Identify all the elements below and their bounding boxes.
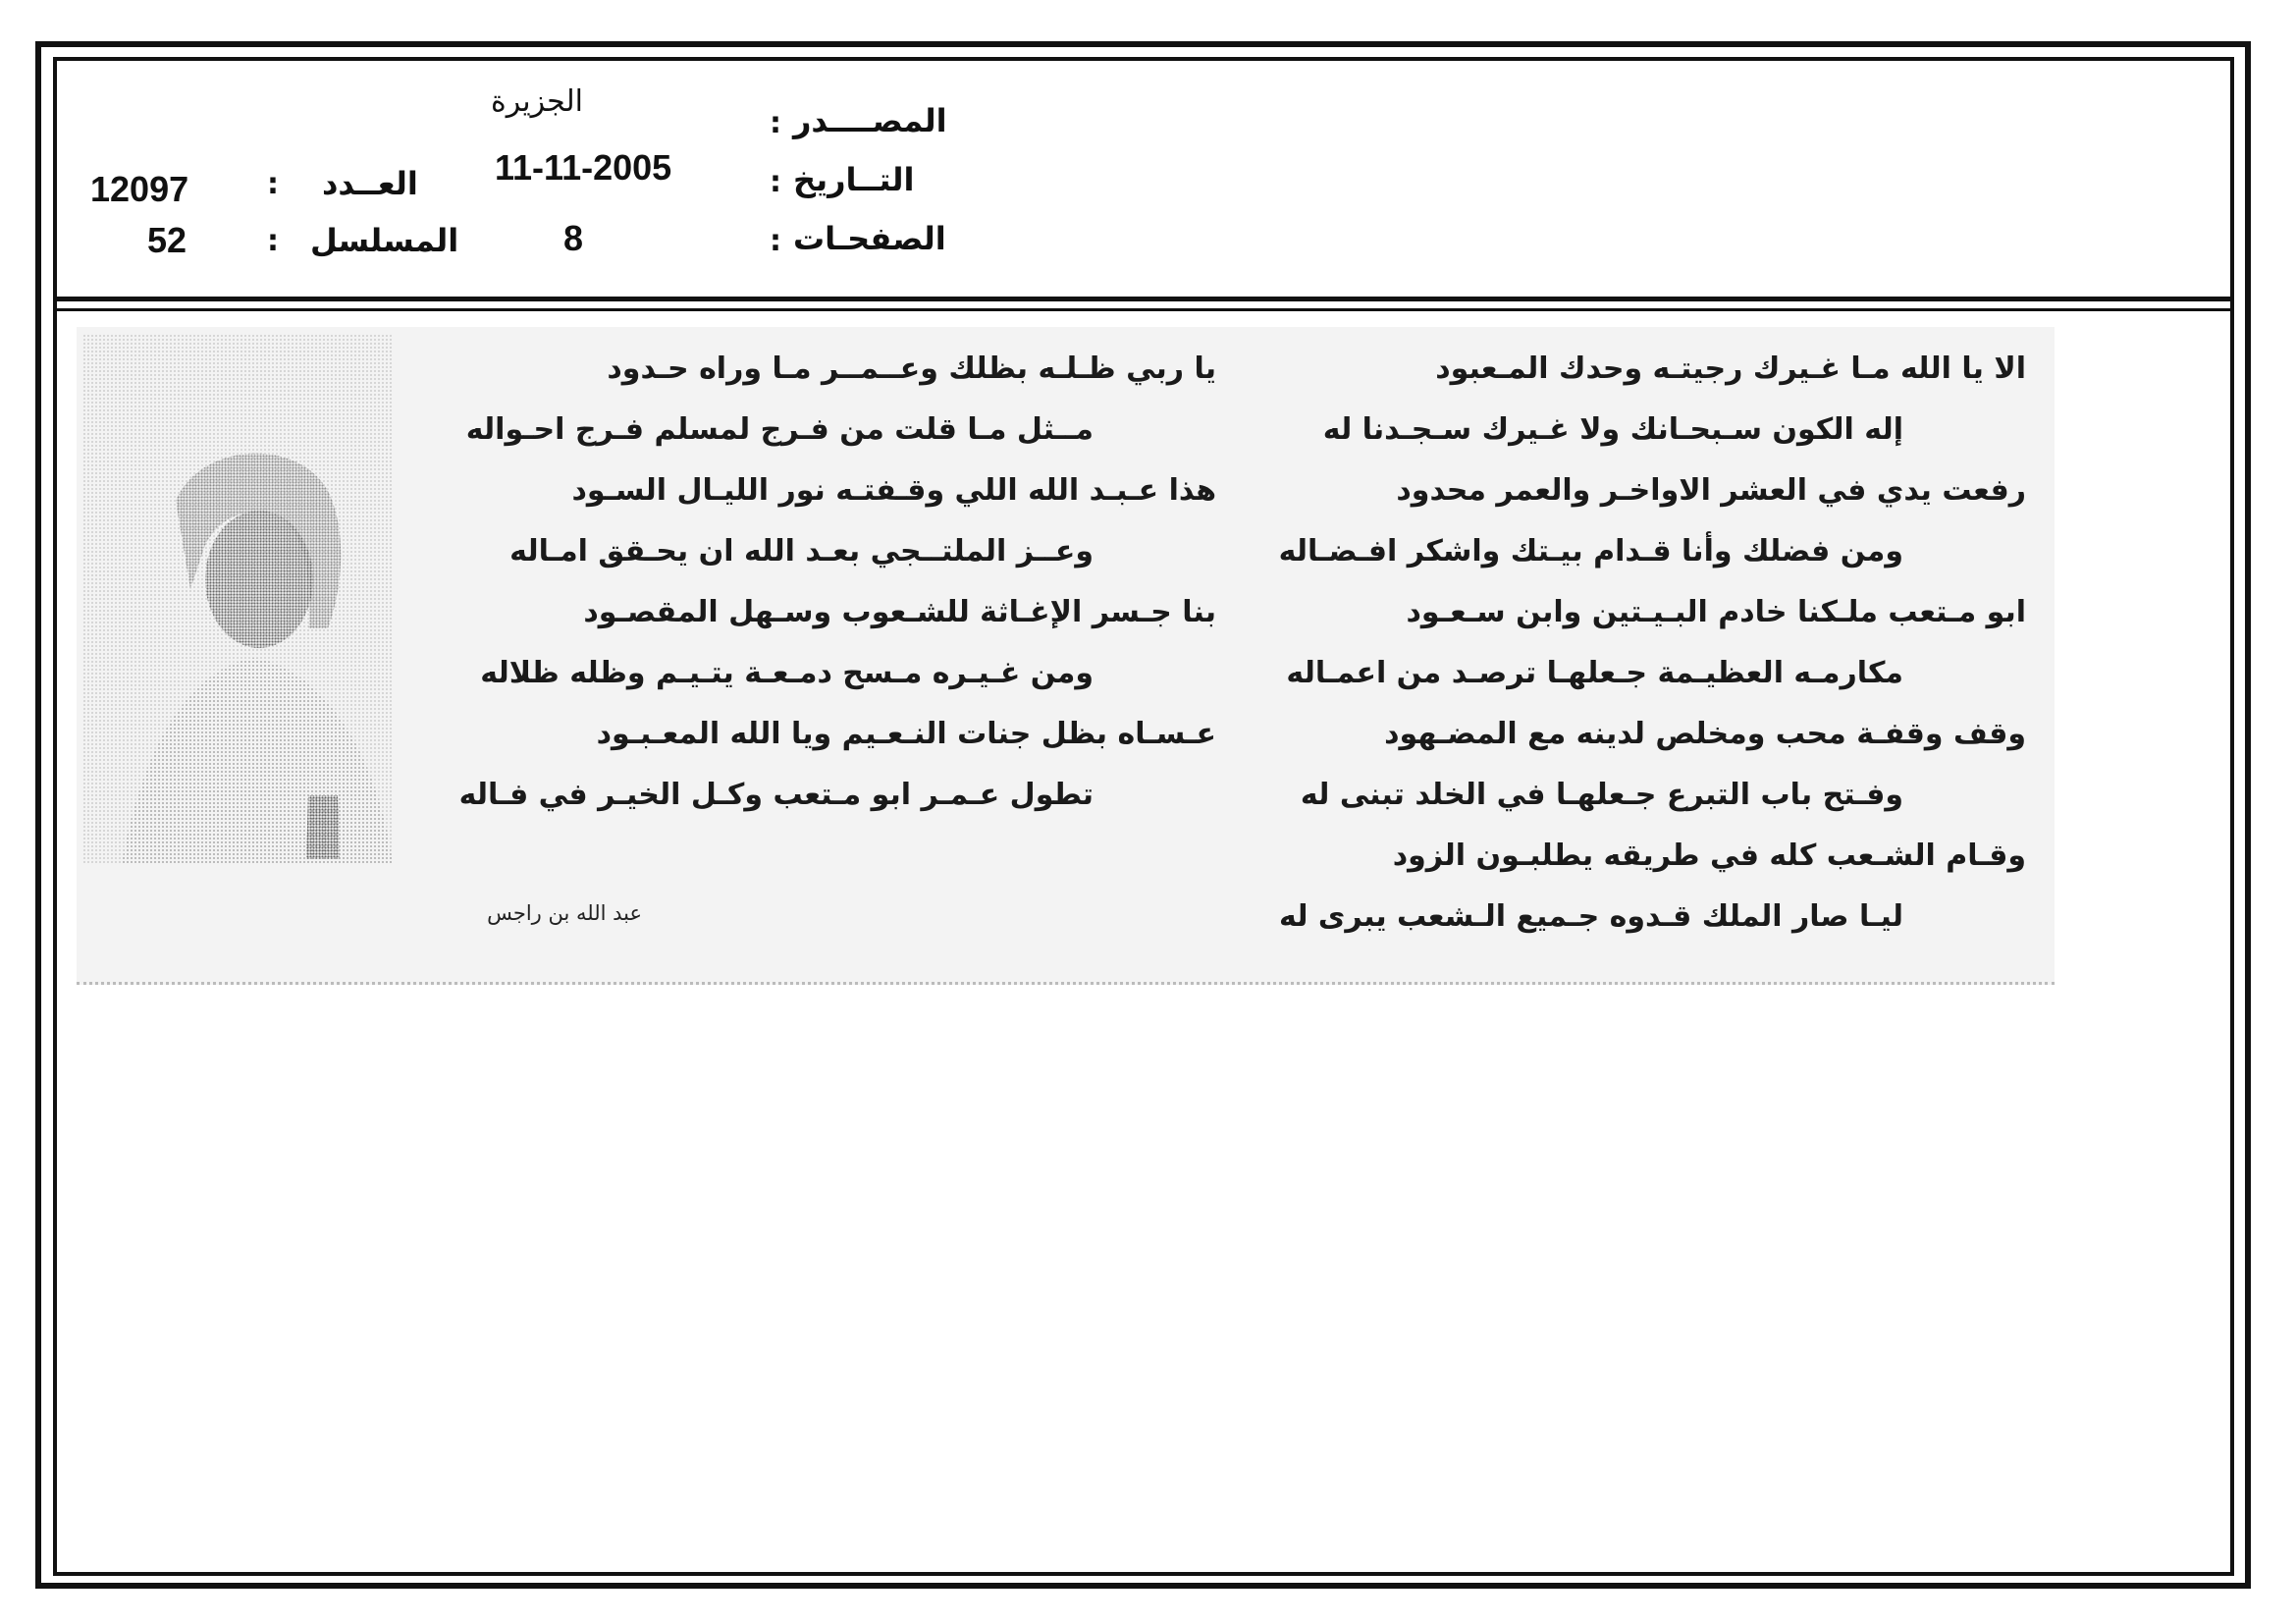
header-divider: [53, 297, 2234, 301]
verse-left-3: هذا عـبـد الله اللي وقـفتـه نور الليـال السـود: [571, 473, 1216, 508]
issue-label: العــدد: [322, 165, 418, 202]
verse-right-5: ابو مـتعب ملـكنا خادم البـيـتين وابن سـعـود: [1406, 595, 2026, 629]
header-divider-thin: [53, 308, 2234, 311]
issue-colon: :: [267, 167, 279, 201]
verse-right-4: ومن فضلك وأنا قـدام بيـتك واشكر افـضـاله: [1278, 534, 1903, 568]
source-label: المصــــدر: [793, 102, 947, 139]
pages-label: الصفحـات: [793, 220, 946, 257]
date-label: التــاريخ: [793, 161, 915, 198]
serial-colon: :: [267, 224, 279, 258]
verse-right-6: مكارمـه العظيـمة جـعلهـا ترصـد من اعمـاله: [1286, 656, 1903, 690]
poet-photo: [82, 334, 393, 864]
author-name: عبد الله بن راجس: [487, 901, 642, 925]
verse-left-1: يا ربي ظـلـه بظلك وعــمــر مـا وراه حـدود: [607, 352, 1216, 386]
date-colon: :: [770, 165, 781, 199]
pages-colon: :: [770, 224, 781, 258]
verse-right-10: ليـا صار الملك قـدوه جـميع الـشعب يبرى له: [1279, 899, 1903, 934]
verse-right-1: الا يا الله مـا غـيرك رجيتـه وحدك المـعبود: [1435, 352, 2026, 386]
verse-left-4: وعــز الملتــجي بعـد الله ان يحـقق امـاله: [509, 534, 1094, 568]
serial-value: 52: [147, 220, 187, 260]
issue-value: 12097: [90, 169, 189, 209]
verse-left-7: عـسـاه بظل جنات النـعـيم ويا الله المعـبـود: [596, 717, 1216, 751]
source-value: الجزيرة: [491, 84, 584, 119]
verse-left-5: بنا جـسر الإغـاثة للشـعوب وسـهل المقصـود: [583, 595, 1216, 629]
verse-right-9: وقـام الشـعب كله في طريقه يطلبـون الزود: [1392, 839, 2026, 873]
verse-left-6: ومن غـيـره مـسح دمـعـة يتـيـم وظله ظلاله: [480, 656, 1094, 690]
verse-right-8: وفـتح باب التبرع جـعلهـا في الخلد تبنى له: [1300, 778, 1903, 812]
date-value: 11-11-2005: [495, 147, 672, 188]
verse-right-2: إله الكون سـبحـانك ولا غـيرك سـجـدنا له: [1322, 412, 1903, 447]
serial-label: المسلسل: [310, 222, 459, 259]
verse-left-2: مــثل مـا قلت من فـرج لمسلم فـرج احـواله: [465, 412, 1094, 447]
verse-right-3: رفعت يدي في العشر الاواخـر والعمر محدود: [1396, 473, 2026, 508]
pages-value: 8: [563, 218, 584, 258]
verse-right-7: وقف وقفـة محب ومخلص لدينه مع المضـهود: [1384, 717, 2026, 751]
source-colon: :: [770, 106, 781, 140]
verse-left-8: تطول عـمـر ابو مـتعب وكـل الخيـر في فـاله: [458, 778, 1094, 812]
